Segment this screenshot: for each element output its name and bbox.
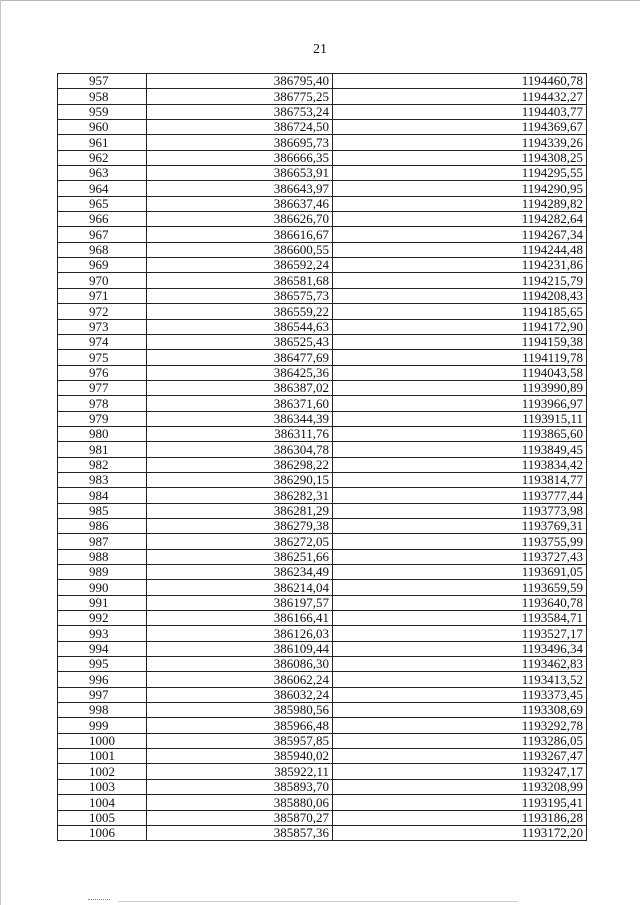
table-row: [58, 350, 587, 365]
table-row: [58, 718, 587, 733]
y-coordinate-cell: 1194159,38: [333, 334, 587, 349]
y-coordinate-cell: 1194043,58: [333, 365, 587, 380]
point-number-cell: 971: [58, 288, 147, 303]
x-coordinate-cell: 386544,63: [147, 319, 333, 334]
table-row: [58, 304, 587, 319]
footer-mark: [88, 899, 110, 901]
x-coordinate-cell: 386592,24: [147, 258, 333, 273]
point-number-cell: 961: [58, 135, 147, 150]
x-coordinate-cell: 386290,15: [147, 472, 333, 487]
point-number-cell: 1001: [58, 749, 147, 764]
y-coordinate-cell: 1193172,20: [333, 825, 587, 840]
x-coordinate-cell: 386666,35: [147, 150, 333, 165]
x-coordinate-cell: 385922,11: [147, 764, 333, 779]
point-number-cell: 998: [58, 703, 147, 718]
y-coordinate-cell: 1193640,78: [333, 595, 587, 610]
point-number-cell: 990: [58, 580, 147, 595]
table-row: [58, 779, 587, 794]
point-number-cell: 989: [58, 565, 147, 580]
y-coordinate-cell: 1193755,99: [333, 534, 587, 549]
table-row: [58, 825, 587, 840]
point-number-cell: 991: [58, 595, 147, 610]
x-coordinate-cell: 386062,24: [147, 672, 333, 687]
table-row: [58, 288, 587, 303]
point-number-cell: 959: [58, 104, 147, 119]
y-coordinate-cell: 1193267,47: [333, 749, 587, 764]
point-number-cell: 981: [58, 442, 147, 457]
x-coordinate-cell: 385893,70: [147, 779, 333, 794]
y-coordinate-cell: 1193769,31: [333, 518, 587, 533]
point-number-cell: 958: [58, 89, 147, 104]
table-row: [58, 687, 587, 702]
point-number-cell: 1003: [58, 779, 147, 794]
coordinates-table-body: [58, 74, 587, 841]
page-edge-left: [0, 0, 1, 905]
y-coordinate-cell: 1193527,17: [333, 626, 587, 641]
point-number-cell: 986: [58, 518, 147, 533]
table-row: [58, 595, 587, 610]
point-number-cell: 982: [58, 457, 147, 472]
y-coordinate-cell: 1193865,60: [333, 426, 587, 441]
y-coordinate-cell: 1194172,90: [333, 319, 587, 334]
y-coordinate-cell: 1193727,43: [333, 549, 587, 564]
x-coordinate-cell: 386371,60: [147, 396, 333, 411]
table-row: [58, 258, 587, 273]
x-coordinate-cell: 386344,39: [147, 411, 333, 426]
point-number-cell: 973: [58, 319, 147, 334]
point-number-cell: 964: [58, 181, 147, 196]
y-coordinate-cell: 1194267,34: [333, 227, 587, 242]
y-coordinate-cell: 1194282,64: [333, 212, 587, 227]
table-row: [58, 626, 587, 641]
point-number-cell: 970: [58, 273, 147, 288]
page-edge-top: [0, 0, 640, 1]
point-number-cell: 972: [58, 304, 147, 319]
y-coordinate-cell: 1193286,05: [333, 733, 587, 748]
point-number-cell: 977: [58, 380, 147, 395]
x-coordinate-cell: 386600,55: [147, 242, 333, 257]
table-row: [58, 212, 587, 227]
x-coordinate-cell: 385880,06: [147, 795, 333, 810]
point-number-cell: 976: [58, 365, 147, 380]
x-coordinate-cell: 386775,25: [147, 89, 333, 104]
table-row: [58, 534, 587, 549]
point-number-cell: 960: [58, 120, 147, 135]
x-coordinate-cell: 386724,50: [147, 120, 333, 135]
point-number-cell: 974: [58, 334, 147, 349]
x-coordinate-cell: 385857,36: [147, 825, 333, 840]
x-coordinate-cell: 386626,70: [147, 212, 333, 227]
point-number-cell: 983: [58, 472, 147, 487]
table-row: [58, 611, 587, 626]
point-number-cell: 978: [58, 396, 147, 411]
y-coordinate-cell: 1194215,79: [333, 273, 587, 288]
y-coordinate-cell: 1193462,83: [333, 657, 587, 672]
table-row: [58, 411, 587, 426]
table-row: [58, 426, 587, 441]
point-number-cell: 965: [58, 196, 147, 211]
y-coordinate-cell: 1194432,27: [333, 89, 587, 104]
point-number-cell: 993: [58, 626, 147, 641]
x-coordinate-cell: 386272,05: [147, 534, 333, 549]
table-row: [58, 442, 587, 457]
x-coordinate-cell: 385966,48: [147, 718, 333, 733]
x-coordinate-cell: 385957,85: [147, 733, 333, 748]
table-row: [58, 457, 587, 472]
x-coordinate-cell: 386086,30: [147, 657, 333, 672]
x-coordinate-cell: 386251,66: [147, 549, 333, 564]
x-coordinate-cell: 386637,46: [147, 196, 333, 211]
table-row: [58, 181, 587, 196]
y-coordinate-cell: 1194403,77: [333, 104, 587, 119]
point-number-cell: 997: [58, 687, 147, 702]
x-coordinate-cell: 386214,04: [147, 580, 333, 595]
y-coordinate-cell: 1193247,17: [333, 764, 587, 779]
y-coordinate-cell: 1193990,89: [333, 380, 587, 395]
x-coordinate-cell: 386109,44: [147, 641, 333, 656]
table-row: [58, 580, 587, 595]
table-row: [58, 120, 587, 135]
point-number-cell: 962: [58, 150, 147, 165]
x-coordinate-cell: 386525,43: [147, 334, 333, 349]
x-coordinate-cell: 386559,22: [147, 304, 333, 319]
table-row: [58, 242, 587, 257]
y-coordinate-cell: 1193691,05: [333, 565, 587, 580]
x-coordinate-cell: 385940,02: [147, 749, 333, 764]
x-coordinate-cell: 385980,56: [147, 703, 333, 718]
table-row: [58, 672, 587, 687]
table-row: [58, 104, 587, 119]
point-number-cell: 995: [58, 657, 147, 672]
point-number-cell: 967: [58, 227, 147, 242]
point-number-cell: 975: [58, 350, 147, 365]
point-number-cell: 966: [58, 212, 147, 227]
y-coordinate-cell: 1194460,78: [333, 74, 587, 89]
point-number-cell: 984: [58, 488, 147, 503]
x-coordinate-cell: 386653,91: [147, 166, 333, 181]
point-number-cell: 1004: [58, 795, 147, 810]
table-row: [58, 764, 587, 779]
y-coordinate-cell: 1193915,11: [333, 411, 587, 426]
x-coordinate-cell: 386126,03: [147, 626, 333, 641]
y-coordinate-cell: 1193496,34: [333, 641, 587, 656]
point-number-cell: 1005: [58, 810, 147, 825]
y-coordinate-cell: 1194308,25: [333, 150, 587, 165]
table-row: [58, 74, 587, 89]
y-coordinate-cell: 1193208,99: [333, 779, 587, 794]
table-row: [58, 135, 587, 150]
table-row: [58, 795, 587, 810]
x-coordinate-cell: 386234,49: [147, 565, 333, 580]
y-coordinate-cell: 1194185,65: [333, 304, 587, 319]
x-coordinate-cell: 386032,24: [147, 687, 333, 702]
y-coordinate-cell: 1193659,59: [333, 580, 587, 595]
table-row: [58, 472, 587, 487]
table-row: [58, 334, 587, 349]
table-row: [58, 749, 587, 764]
table-row: [58, 503, 587, 518]
point-number-cell: 963: [58, 166, 147, 181]
y-coordinate-cell: 1194119,78: [333, 350, 587, 365]
x-coordinate-cell: 386575,73: [147, 288, 333, 303]
point-number-cell: 987: [58, 534, 147, 549]
table-row: [58, 166, 587, 181]
y-coordinate-cell: 1193966,97: [333, 396, 587, 411]
x-coordinate-cell: 386282,31: [147, 488, 333, 503]
x-coordinate-cell: 385870,27: [147, 810, 333, 825]
y-coordinate-cell: 1193584,71: [333, 611, 587, 626]
table-row: [58, 319, 587, 334]
page-number: 21: [313, 42, 327, 57]
y-coordinate-cell: 1193292,78: [333, 718, 587, 733]
y-coordinate-cell: 1194295,55: [333, 166, 587, 181]
y-coordinate-cell: 1193186,28: [333, 810, 587, 825]
table-row: [58, 396, 587, 411]
point-number-cell: 969: [58, 258, 147, 273]
x-coordinate-cell: 386753,24: [147, 104, 333, 119]
table-row: [58, 227, 587, 242]
x-coordinate-cell: 386425,36: [147, 365, 333, 380]
x-coordinate-cell: 386795,40: [147, 74, 333, 89]
y-coordinate-cell: 1193773,98: [333, 503, 587, 518]
y-coordinate-cell: 1194289,82: [333, 196, 587, 211]
table-row: [58, 518, 587, 533]
x-coordinate-cell: 386197,57: [147, 595, 333, 610]
y-coordinate-cell: 1193413,52: [333, 672, 587, 687]
point-number-cell: 957: [58, 74, 147, 89]
y-coordinate-cell: 1193195,41: [333, 795, 587, 810]
point-number-cell: 992: [58, 611, 147, 626]
table-row: [58, 565, 587, 580]
y-coordinate-cell: 1194369,67: [333, 120, 587, 135]
x-coordinate-cell: 386304,78: [147, 442, 333, 457]
point-number-cell: 988: [58, 549, 147, 564]
table-row: [58, 196, 587, 211]
table-row: [58, 549, 587, 564]
x-coordinate-cell: 386695,73: [147, 135, 333, 150]
point-number-cell: 996: [58, 672, 147, 687]
x-coordinate-cell: 386298,22: [147, 457, 333, 472]
y-coordinate-cell: 1194339,26: [333, 135, 587, 150]
table-row: [58, 733, 587, 748]
point-number-cell: 980: [58, 426, 147, 441]
point-number-cell: 999: [58, 718, 147, 733]
footer-rule: [118, 901, 518, 902]
y-coordinate-cell: 1194231,86: [333, 258, 587, 273]
x-coordinate-cell: 386387,02: [147, 380, 333, 395]
table-row: [58, 150, 587, 165]
table-row: [58, 89, 587, 104]
x-coordinate-cell: 386581,68: [147, 273, 333, 288]
y-coordinate-cell: 1193849,45: [333, 442, 587, 457]
x-coordinate-cell: 386311,76: [147, 426, 333, 441]
point-number-cell: 1006: [58, 825, 147, 840]
point-number-cell: 979: [58, 411, 147, 426]
x-coordinate-cell: 386166,41: [147, 611, 333, 626]
coordinates-table: [57, 73, 587, 841]
y-coordinate-cell: 1193308,69: [333, 703, 587, 718]
table-row: [58, 380, 587, 395]
y-coordinate-cell: 1194244,48: [333, 242, 587, 257]
y-coordinate-cell: 1193777,44: [333, 488, 587, 503]
point-number-cell: 1002: [58, 764, 147, 779]
y-coordinate-cell: 1193834,42: [333, 457, 587, 472]
table-row: [58, 273, 587, 288]
y-coordinate-cell: 1193814,77: [333, 472, 587, 487]
x-coordinate-cell: 386643,97: [147, 181, 333, 196]
y-coordinate-cell: 1194208,43: [333, 288, 587, 303]
point-number-cell: 985: [58, 503, 147, 518]
x-coordinate-cell: 386616,67: [147, 227, 333, 242]
table-row: [58, 810, 587, 825]
table-row: [58, 641, 587, 656]
x-coordinate-cell: 386477,69: [147, 350, 333, 365]
x-coordinate-cell: 386279,38: [147, 518, 333, 533]
x-coordinate-cell: 386281,29: [147, 503, 333, 518]
y-coordinate-cell: 1193373,45: [333, 687, 587, 702]
table-row: [58, 488, 587, 503]
table-row: [58, 365, 587, 380]
table-row: [58, 657, 587, 672]
table-row: [58, 703, 587, 718]
point-number-cell: 968: [58, 242, 147, 257]
y-coordinate-cell: 1194290,95: [333, 181, 587, 196]
point-number-cell: 1000: [58, 733, 147, 748]
point-number-cell: 994: [58, 641, 147, 656]
